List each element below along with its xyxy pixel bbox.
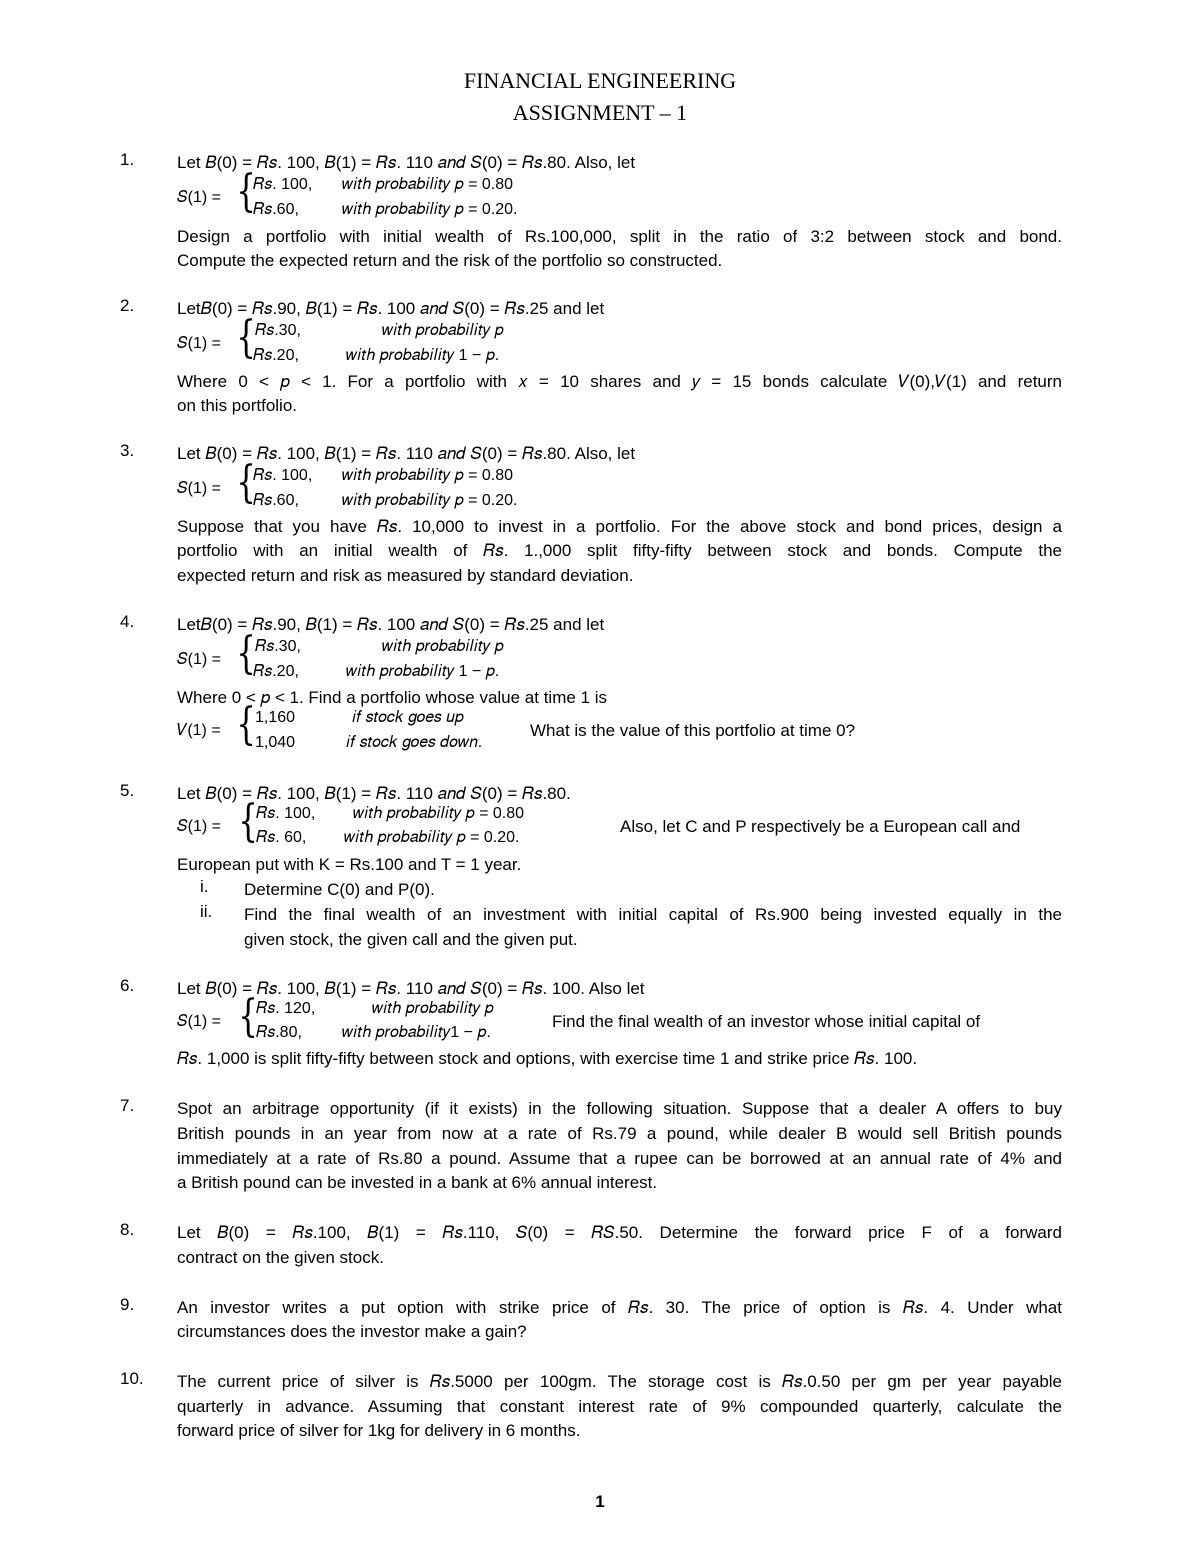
case-value: 𝑅𝑠.20, — [253, 347, 299, 364]
question-text-line: forward price of silver for 1kg for delivery in 6 months. — [177, 1421, 581, 1440]
question-number: 5. — [120, 781, 135, 800]
question-text-line: Let 𝐵(0) = 𝑅𝑠.100, 𝐵(1) = 𝑅𝑠.110, 𝑆(0) = 𝑅𝑆.50. Determine the forward price F of a forward — [177, 1223, 1062, 1242]
document-title: FINANCIAL ENGINEERING — [463, 68, 737, 93]
question-text-line: Let 𝐵(0) = 𝑅𝑠. 100, 𝐵(1) = 𝑅𝑠. 110 𝑎𝑛𝑑 𝑆(0) = 𝑅𝑠.80. — [177, 784, 571, 803]
left-brace: { — [236, 628, 256, 679]
question-number: 8. — [120, 1220, 135, 1239]
question-text-line: contract on the given stock. — [177, 1248, 384, 1267]
question-text-line: Let 𝐵(0) = 𝑅𝑠. 100, 𝐵(1) = 𝑅𝑠. 110 𝑎𝑛𝑑 𝑆(0) = 𝑅𝑠. 100. Also let — [177, 979, 645, 998]
sub-question-number: ii. — [200, 902, 213, 921]
sub-question-text: given stock, the given call and the given put. — [244, 930, 578, 949]
question-text-line: Spot an arbitrage opportunity (if it exists) in the following situation. Suppose that a dealer A offers to buy — [177, 1099, 1062, 1118]
case-condition: 𝑤𝑖𝑡ℎ 𝑝𝑟𝑜𝑏𝑎𝑏𝑖𝑙𝑖𝑡𝑦 𝑝 — [382, 638, 504, 655]
case-condition: 𝑤𝑖𝑡ℎ 𝑝𝑟𝑜𝑏𝑎𝑏𝑖𝑙𝑖𝑡𝑦 𝑝 — [372, 1000, 494, 1017]
question-text-line: on this portfolio. — [177, 396, 298, 415]
question-text-line: expected return and risk as measured by standard deviation. — [177, 566, 634, 585]
left-brace: { — [236, 166, 256, 217]
case-condition: 𝑤𝑖𝑡ℎ 𝑝𝑟𝑜𝑏𝑎𝑏𝑖𝑙𝑖𝑡𝑦 𝑝 = 0.20. — [342, 492, 518, 509]
equation-label: 𝑆(1) = — [177, 651, 222, 668]
case-condition: 𝑤𝑖𝑡ℎ 𝑝𝑟𝑜𝑏𝑎𝑏𝑖𝑙𝑖𝑡𝑦 1 − 𝑝. — [346, 663, 500, 680]
left-brace: { — [238, 796, 258, 847]
case-value: 𝑅𝑠. 60, — [256, 829, 307, 846]
case-value: 𝑅𝑠.80, — [256, 1024, 302, 1041]
left-brace: { — [236, 699, 256, 750]
left-brace: { — [238, 991, 258, 1042]
question-number: 2. — [120, 296, 135, 315]
question-text-line: circumstances does the investor make a gain? — [177, 1322, 527, 1341]
question-text-line: Let 𝐵(0) = 𝑅𝑠. 100, 𝐵(1) = 𝑅𝑠. 110 𝑎𝑛𝑑 𝑆(0) = 𝑅𝑠.80. Also, let — [177, 444, 636, 463]
question-text-line: British pounds in an year from now at a rate of Rs.79 a pound, while dealer B would sell British pounds — [177, 1124, 1062, 1143]
case-value: 𝑅𝑠. 100, — [253, 176, 313, 193]
equation-label: 𝑆(1) = — [177, 480, 222, 497]
question-text-line: An investor writes a put option with strike price of 𝑅𝑠. 30. The price of option is 𝑅𝑠. 4. Under what — [177, 1298, 1062, 1317]
page-number: 1 — [595, 1492, 605, 1511]
question-text-line: quarterly in advance. Assuming that constant interest rate of 9% compounded quarterly, calculate the — [177, 1397, 1062, 1416]
case-value: 1,040 — [255, 734, 296, 751]
case-condition: 𝑤𝑖𝑡ℎ 𝑝𝑟𝑜𝑏𝑎𝑏𝑖𝑙𝑖𝑡𝑦 𝑝 = 0.80 — [342, 176, 514, 193]
question-text-line: Suppose that you have 𝑅𝑠. 10,000 to invest in a portfolio. For the above stock and bond prices, design a — [177, 517, 1062, 536]
question-text-line: Let𝐵(0) = 𝑅𝑠.90, 𝐵(1) = 𝑅𝑠. 100 𝑎𝑛𝑑 𝑆(0) = 𝑅𝑠.25 and let — [177, 299, 605, 318]
question-number: 4. — [120, 612, 135, 631]
question-number: 10. — [120, 1369, 144, 1388]
case-condition: 𝑤𝑖𝑡ℎ 𝑝𝑟𝑜𝑏𝑎𝑏𝑖𝑙𝑖𝑡𝑦 𝑝 = 0.20. — [342, 201, 518, 218]
equation-label: 𝑆(1) = — [177, 189, 222, 206]
question-text-line: Where 0 < 𝑝 < 1. For a portfolio with 𝑥 = 10 shares and 𝑦 = 15 bonds calculate 𝑉(0),𝑉(1) and return — [177, 372, 1062, 391]
case-condition: 𝑤𝑖𝑡ℎ 𝑝𝑟𝑜𝑏𝑎𝑏𝑖𝑙𝑖𝑡𝑦1 − 𝑝. — [342, 1024, 491, 1041]
case-value: 𝑅𝑠.30, — [255, 322, 301, 339]
case-condition: 𝑤𝑖𝑡ℎ 𝑝𝑟𝑜𝑏𝑎𝑏𝑖𝑙𝑖𝑡𝑦 𝑝 — [382, 322, 504, 339]
case-value: 𝑅𝑠.30, — [255, 638, 301, 655]
case-condition: 𝑤𝑖𝑡ℎ 𝑝𝑟𝑜𝑏𝑎𝑏𝑖𝑙𝑖𝑡𝑦 𝑝 = 0.80 — [342, 467, 514, 484]
case-condition: 𝑤𝑖𝑡ℎ 𝑝𝑟𝑜𝑏𝑎𝑏𝑖𝑙𝑖𝑡𝑦 𝑝 = 0.80 — [353, 805, 525, 822]
question-text-line: 𝑅𝑠. 1,000 is split fifty-fifty between stock and options, with exercise time 1 and strike price 𝑅𝑠. 100. — [177, 1049, 918, 1068]
question-text-line: Design a portfolio with initial wealth of Rs.100,000, split in the ratio of 3:2 between stock and bond. — [177, 227, 1062, 246]
question-text-line: Let 𝐵(0) = 𝑅𝑠. 100, 𝐵(1) = 𝑅𝑠. 110 𝑎𝑛𝑑 𝑆(0) = 𝑅𝑠.80. Also, let — [177, 153, 636, 172]
question-text-line: Compute the expected return and the risk of the portfolio so constructed. — [177, 251, 723, 270]
sub-question-text: Find the final wealth of an investment with initial capital of Rs.900 being invested equally in the — [244, 905, 1062, 924]
document-subtitle: ASSIGNMENT – 1 — [512, 100, 688, 125]
equation-label: 𝑆(1) = — [177, 335, 222, 352]
question-number: 3. — [120, 441, 135, 460]
sub-question-number: i. — [200, 877, 209, 896]
question-text-inline: Also, let C and P respectively be a European call and — [620, 817, 1021, 836]
question-text-inline: Find the final wealth of an investor whose initial capital of — [552, 1012, 981, 1031]
case-value: 𝑅𝑠. 100, — [256, 805, 316, 822]
case-value: 𝑅𝑠. 100, — [253, 467, 313, 484]
case-value: 𝑅𝑠.60, — [253, 201, 299, 218]
equation-label: 𝑆(1) = — [177, 818, 222, 835]
question-text-line: The current price of silver is 𝑅𝑠.5000 per 100gm. The storage cost is 𝑅𝑠.0.50 per gm per year payable — [177, 1372, 1062, 1391]
question-text-inline: What is the value of this portfolio at time 0? — [530, 721, 856, 740]
case-condition: 𝑤𝑖𝑡ℎ 𝑝𝑟𝑜𝑏𝑎𝑏𝑖𝑙𝑖𝑡𝑦 𝑝 = 0.20. — [344, 829, 520, 846]
question-number: 7. — [120, 1096, 135, 1115]
sub-question-text: Determine C(0) and P(0). — [244, 880, 435, 899]
question-text-line: a British pound can be invested in a bank at 6% annual interest. — [177, 1173, 658, 1192]
equation-label: 𝑆(1) = — [177, 1013, 222, 1030]
question-text-line: portfolio with an initial wealth of 𝑅𝑠. 1.,000 split fifty-fifty between stock and bonds. Compute the — [177, 541, 1062, 560]
question-number: 9. — [120, 1295, 135, 1314]
case-value: 𝑅𝑠. 120, — [256, 1000, 316, 1017]
left-brace: { — [236, 312, 256, 363]
question-number: 1. — [120, 150, 135, 169]
case-value: 𝑅𝑠.20, — [253, 663, 299, 680]
question-text-line: Where 0 < 𝑝 < 1. Find a portfolio whose value at time 1 is — [177, 688, 607, 707]
equation-label: 𝑉(1) = — [177, 722, 221, 739]
question-text-line: Let𝐵(0) = 𝑅𝑠.90, 𝐵(1) = 𝑅𝑠. 100 𝑎𝑛𝑑 𝑆(0) = 𝑅𝑠.25 and let — [177, 615, 605, 634]
question-number: 6. — [120, 976, 135, 995]
case-condition: 𝑖𝑓 𝑠𝑡𝑜𝑐𝑘 𝑔𝑜𝑒𝑠 𝑑𝑜𝑤𝑛. — [346, 734, 483, 751]
question-text-line: European put with K = Rs.100 and T = 1 year. — [177, 855, 522, 874]
question-text-line: immediately at a rate of Rs.80 a pound. Assume that a rupee can be borrowed at an annual rate of 4% and — [177, 1149, 1062, 1168]
case-value: 𝑅𝑠.60, — [253, 492, 299, 509]
case-condition: 𝑖𝑓 𝑠𝑡𝑜𝑐𝑘 𝑔𝑜𝑒𝑠 𝑢𝑝 — [352, 709, 464, 726]
left-brace: { — [236, 457, 256, 508]
case-value: 1,160 — [255, 709, 296, 726]
case-condition: 𝑤𝑖𝑡ℎ 𝑝𝑟𝑜𝑏𝑎𝑏𝑖𝑙𝑖𝑡𝑦 1 − 𝑝. — [346, 347, 500, 364]
